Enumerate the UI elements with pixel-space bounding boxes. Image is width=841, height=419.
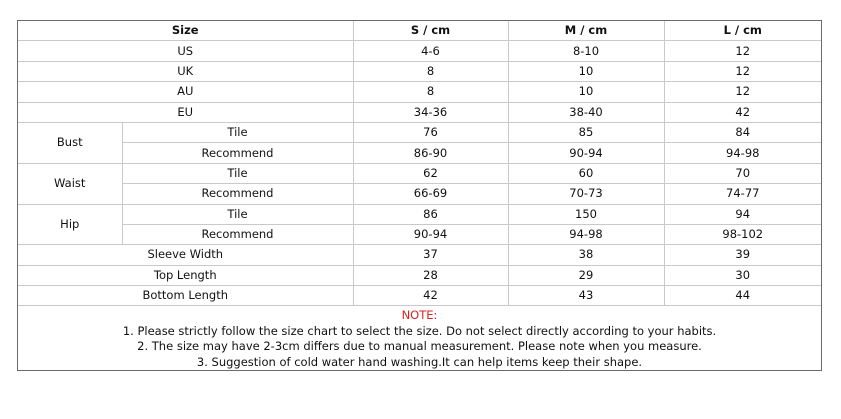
row-label: AU bbox=[18, 82, 353, 102]
cell-s: 8 bbox=[353, 61, 508, 81]
note-line-2: 2. The size may have 2-3cm differs due to manual measurement. Please note when you measure. bbox=[137, 339, 702, 353]
row-label: EU bbox=[18, 102, 353, 122]
header-row bbox=[18, 21, 821, 41]
header-s: S / cm bbox=[353, 21, 508, 41]
row-label: Bottom Length bbox=[18, 286, 353, 306]
notes-section bbox=[18, 308, 821, 370]
cell-l: 98-102 bbox=[664, 224, 821, 244]
cell-l: 94 bbox=[664, 204, 821, 224]
table-row-hip-tile bbox=[18, 204, 821, 224]
sub-label: Tile bbox=[122, 163, 353, 183]
size-chart-frame bbox=[17, 20, 822, 371]
cell-m: 38 bbox=[508, 245, 664, 265]
row-label: UK bbox=[18, 61, 353, 81]
cell-s: 4-6 bbox=[353, 41, 508, 61]
sub-label: Tile bbox=[122, 122, 353, 142]
cell-s: 28 bbox=[353, 265, 508, 285]
cell-m: 43 bbox=[508, 286, 664, 306]
cell-s: 42 bbox=[353, 286, 508, 306]
cell-s: 8 bbox=[353, 82, 508, 102]
cell-l: 12 bbox=[664, 41, 821, 61]
header-size: Size bbox=[18, 21, 353, 41]
cell-m: 85 bbox=[508, 122, 664, 142]
header-l: L / cm bbox=[664, 21, 821, 41]
cell-l: 39 bbox=[664, 245, 821, 265]
cell-m: 8-10 bbox=[508, 41, 664, 61]
sub-label: Recommend bbox=[122, 184, 353, 204]
cell-l: 74-77 bbox=[664, 184, 821, 204]
sub-label: Tile bbox=[122, 204, 353, 224]
cell-s: 86 bbox=[353, 204, 508, 224]
cell-l: 30 bbox=[664, 265, 821, 285]
cell-m: 70-73 bbox=[508, 184, 664, 204]
cell-m: 150 bbox=[508, 204, 664, 224]
cell-s: 37 bbox=[353, 245, 508, 265]
table-row-us bbox=[18, 41, 821, 61]
cell-m: 60 bbox=[508, 163, 664, 183]
cell-m: 38-40 bbox=[508, 102, 664, 122]
table-row-top-length bbox=[18, 265, 821, 285]
cell-m: 10 bbox=[508, 61, 664, 81]
row-label: US bbox=[18, 41, 353, 61]
note-line-1: 1. Please strictly follow the size chart to select the size. Do not select directly according to your habits. bbox=[122, 323, 717, 338]
header-m: M / cm bbox=[508, 21, 664, 41]
group-label-hip: Hip bbox=[18, 204, 122, 245]
group-label-waist: Waist bbox=[18, 163, 122, 204]
cell-m: 90-94 bbox=[508, 143, 664, 163]
table-row-au bbox=[18, 82, 821, 102]
table-row-waist-tile bbox=[18, 163, 821, 183]
cell-l: 94-98 bbox=[664, 143, 821, 163]
group-label-bust: Bust bbox=[18, 122, 122, 163]
cell-s: 34-36 bbox=[353, 102, 508, 122]
cell-l: 70 bbox=[664, 163, 821, 183]
cell-s: 62 bbox=[353, 163, 508, 183]
table-row-sleeve-width bbox=[18, 245, 821, 265]
table-row-bust-recommend bbox=[18, 143, 821, 163]
cell-s: 90-94 bbox=[353, 224, 508, 244]
cell-m: 10 bbox=[508, 82, 664, 102]
table-row-waist-recommend bbox=[18, 184, 821, 204]
cell-l: 44 bbox=[664, 286, 821, 306]
cell-s: 76 bbox=[353, 122, 508, 142]
cell-l: 42 bbox=[664, 102, 821, 122]
table-row-eu bbox=[18, 102, 821, 122]
note-title: NOTE: bbox=[401, 308, 438, 322]
sub-label: Recommend bbox=[122, 143, 353, 163]
table-row-bottom-length bbox=[18, 286, 821, 306]
cell-l: 84 bbox=[664, 122, 821, 142]
cell-l: 12 bbox=[664, 61, 821, 81]
table-row-bust-tile bbox=[18, 122, 821, 142]
cell-m: 29 bbox=[508, 265, 664, 285]
size-chart-table bbox=[18, 21, 821, 306]
cell-m: 94-98 bbox=[508, 224, 664, 244]
table-row-uk bbox=[18, 61, 821, 81]
cell-s: 86-90 bbox=[353, 143, 508, 163]
cell-s: 66-69 bbox=[353, 184, 508, 204]
note-line-3: 3. Suggestion of cold water hand washing.It can help items keep their shape. bbox=[196, 354, 643, 369]
cell-l: 12 bbox=[664, 82, 821, 102]
table-row-hip-recommend bbox=[18, 224, 821, 244]
sub-label: Recommend bbox=[122, 224, 353, 244]
row-label: Top Length bbox=[18, 265, 353, 285]
row-label: Sleeve Width bbox=[18, 245, 353, 265]
